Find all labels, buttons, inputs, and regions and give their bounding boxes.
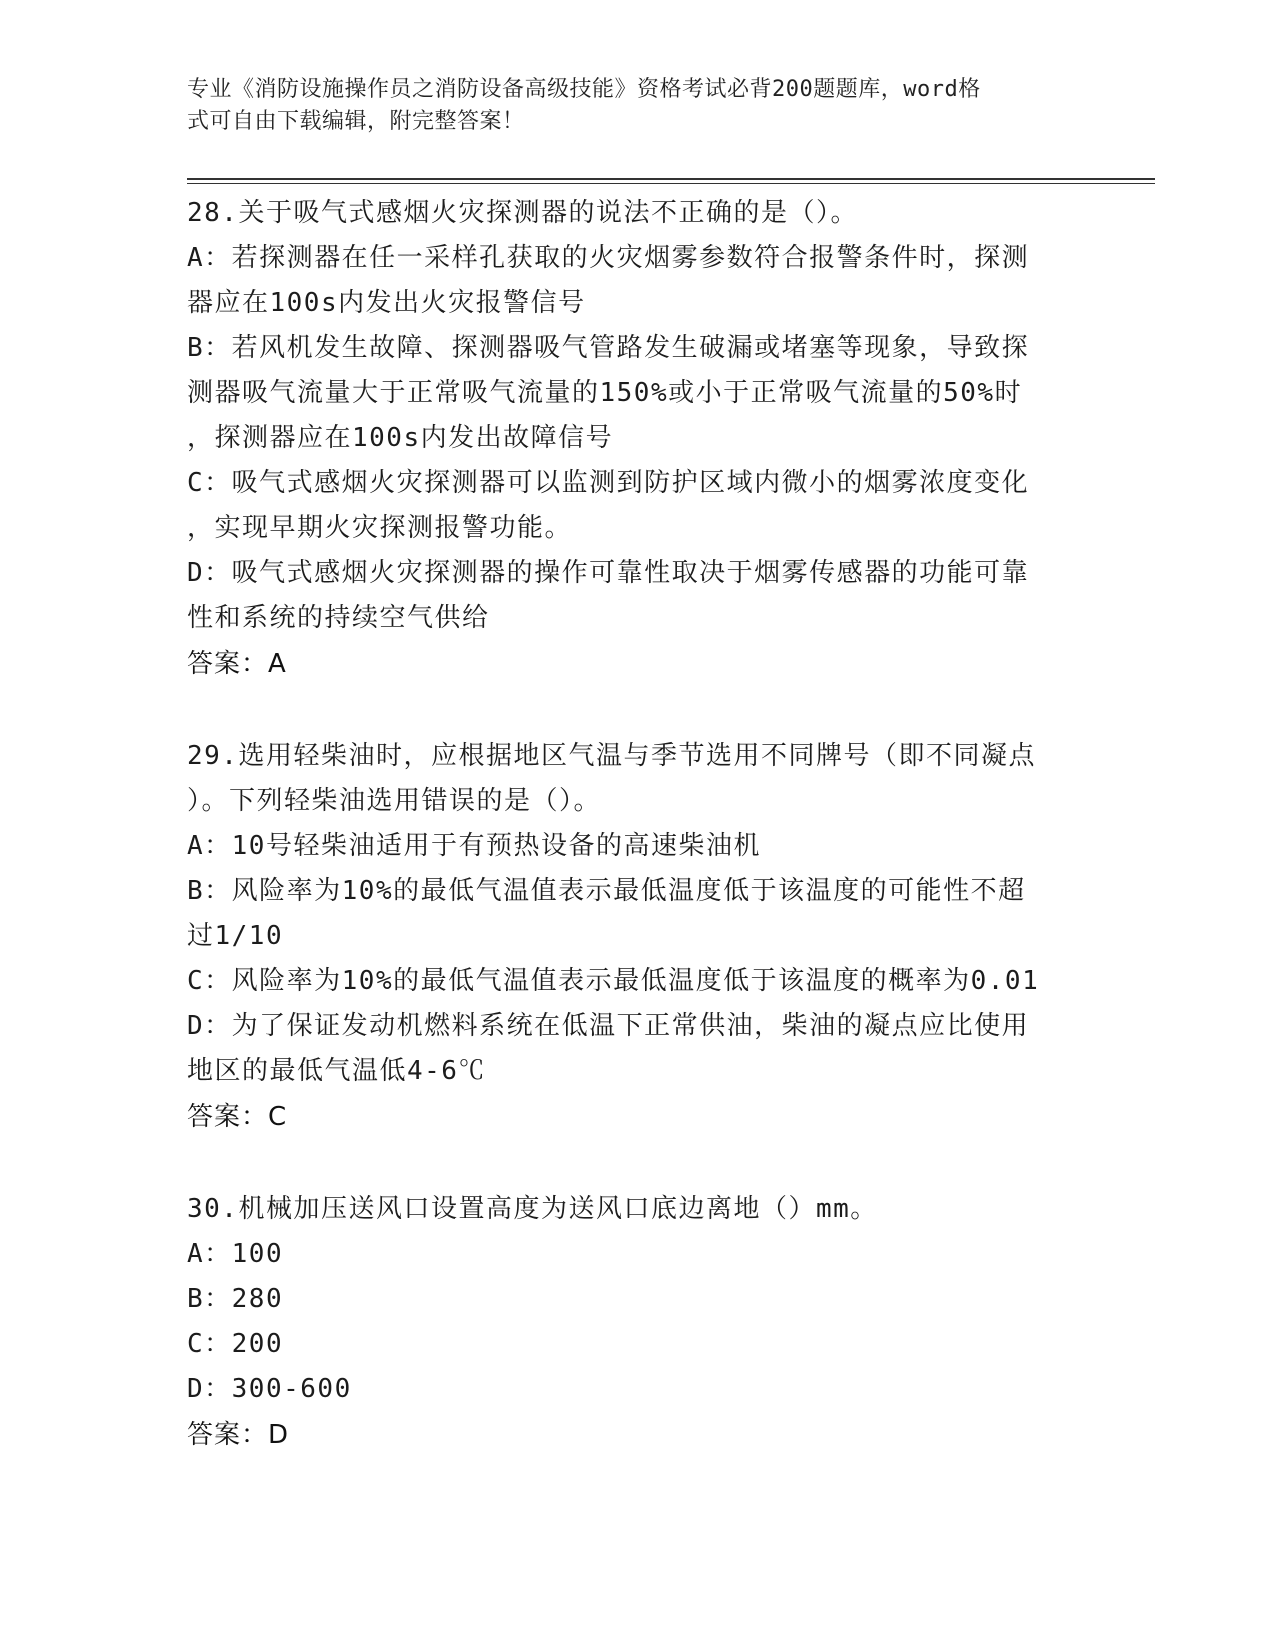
- option-line: C：200: [187, 1329, 284, 1359]
- option-a: [187, 1232, 1077, 1277]
- option-b: [187, 1277, 1077, 1322]
- option-line: 性和系统的持续空气供给: [187, 603, 490, 633]
- option-line: 地区的最低气温低4-6℃: [187, 1056, 486, 1086]
- option-c: [187, 959, 1077, 1004]
- option-line: D：300-600: [187, 1374, 352, 1404]
- question-list: [187, 191, 1077, 1458]
- option-b: [187, 869, 1077, 959]
- option-c: [187, 1322, 1077, 1367]
- option-a: [187, 824, 1077, 869]
- option-c: [187, 461, 1077, 551]
- document-header: [187, 74, 1067, 138]
- option-a: [187, 236, 1077, 326]
- option-d: [187, 1367, 1077, 1412]
- option-line: 过1/10: [187, 921, 284, 951]
- option-line: A：10号轻柴油适用于有预热设备的高速柴油机: [187, 831, 761, 861]
- header-line-1: 专业《消防设施操作员之消防设备高级技能》资格考试必背200题题库，word格: [187, 77, 981, 102]
- question-29: [187, 734, 1077, 1140]
- answer-label: 答案：D: [187, 1420, 290, 1450]
- option-d: [187, 1004, 1077, 1094]
- option-line: D：为了保证发动机燃料系统在低温下正常供油，柴油的凝点应比使用: [187, 1011, 1030, 1041]
- option-line: D：吸气式感烟火灾探测器的操作可靠性取决于烟雾传感器的功能可靠: [187, 558, 1030, 588]
- option-line: B：若风机发生故障、探测器吸气管路发生破漏或堵塞等现象，导致探: [187, 333, 1030, 363]
- question-stem: 28.关于吸气式感烟火灾探测器的说法不正确的是（）。: [187, 198, 858, 228]
- header-divider: [187, 178, 1155, 184]
- option-line: C：吸气式感烟火灾探测器可以监测到防护区域内微小的烟雾浓度变化: [187, 468, 1030, 498]
- option-b: [187, 326, 1077, 461]
- option-line: C：风险率为10%的最低气温值表示最低温度低于该温度的概率为0.01: [187, 966, 1040, 996]
- question-stem: 29.选用轻柴油时，应根据地区气温与季节选用不同牌号（即不同凝点: [187, 741, 1036, 771]
- option-line: A：若探测器在任一采样孔获取的火灾烟雾参数符合报警条件时，探测: [187, 243, 1030, 273]
- question-30: [187, 1187, 1077, 1458]
- option-line: ，实现早期火灾探测报警功能。: [187, 513, 573, 543]
- question-28: [187, 191, 1077, 687]
- option-line: A：100: [187, 1239, 284, 1269]
- option-line: ，探测器应在100s内发出故障信号: [187, 423, 614, 453]
- option-d: [187, 551, 1077, 641]
- option-line: 测器吸气流量大于正常吸气流量的150%或小于正常吸气流量的50%时: [187, 378, 1023, 408]
- option-line: B：风险率为10%的最低气温值表示最低温度低于该温度的可能性不超: [187, 876, 1026, 906]
- question-stem: 30.机械加压送风口设置高度为送风口底边离地（）mm。: [187, 1194, 878, 1224]
- header-line-2: 式可自由下载编辑，附完整答案！: [187, 109, 525, 134]
- answer-label: 答案：C: [187, 1102, 288, 1132]
- option-line: 器应在100s内发出火灾报警信号: [187, 288, 586, 318]
- answer-label: 答案：A: [187, 649, 287, 679]
- option-line: B：280: [187, 1284, 284, 1314]
- question-stem: ）。下列轻柴油选用错误的是（）。: [187, 786, 602, 816]
